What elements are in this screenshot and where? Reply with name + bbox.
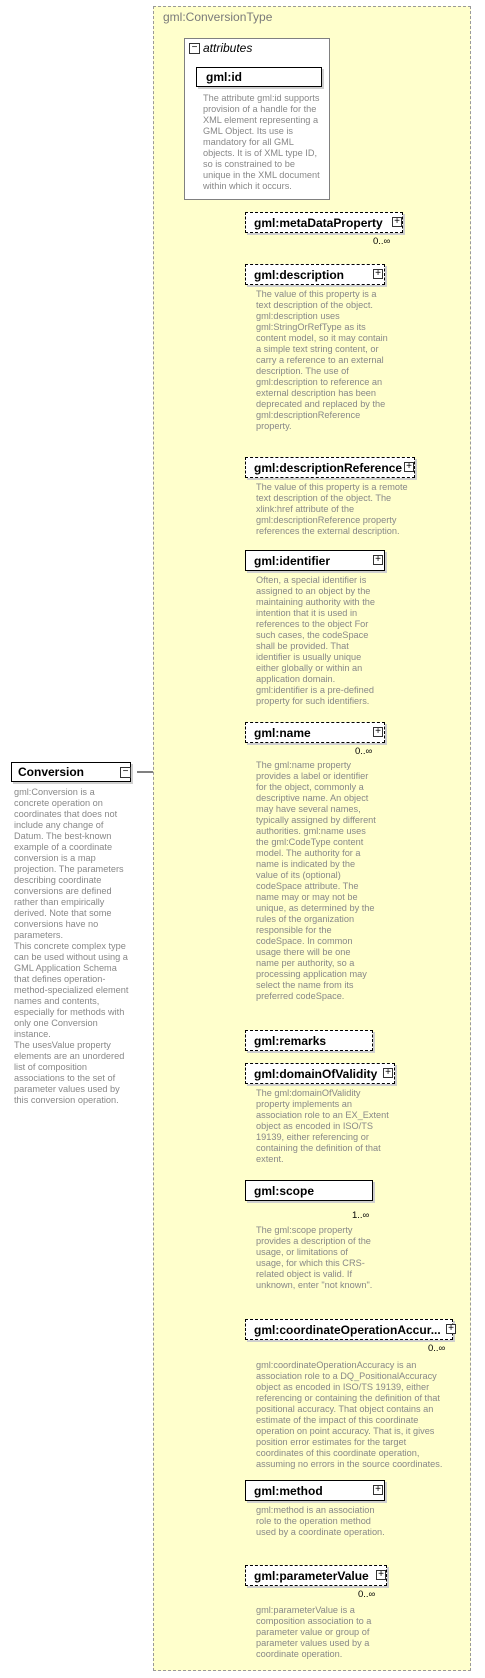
element-name: gml:domainOfValidity	[254, 1067, 378, 1081]
element-description-text: gml:method is an association role to the operation method used by a coordinate operation.	[256, 1505, 385, 1537]
element-name: gml:identifier	[254, 554, 331, 568]
attribute-gml-id-description: The attribute gml:id supports provision of a handle for the XML element representing a GML Object. Its use is mandatory for all GML objects. It is of XML type ID, so is constrained to be unique in the XML document within which it occurs.	[203, 93, 320, 191]
element-description-text: The value of this property is a text description of the object. gml:description uses gml:StringOrRefType as its content model, so it may contain a simple text string content, or carry a reference to an external description. The use of gml:description to reference an external description has been deprecated and replaced by the gml:descriptionReference property.	[256, 289, 388, 431]
element-domainofvalidity[interactable]	[245, 1063, 395, 1084]
element-metadataproperty[interactable]	[245, 212, 403, 233]
element-name: gml:coordinateOperationAccur...	[254, 1323, 441, 1337]
element-name: gml:description	[254, 268, 345, 282]
element-identifier[interactable]	[245, 550, 385, 571]
element-name: gml:parameterValue	[254, 1569, 369, 1583]
element-name: gml:name	[254, 726, 311, 740]
cardinality-label: 0..∞	[428, 1343, 446, 1354]
expand-plus-icon[interactable]: +	[404, 462, 414, 472]
element-description-text: The value of this property is a remote text description of the object. The xlink:href attribute of the gml:descriptionReference property references the external description.	[256, 482, 408, 536]
element-scope[interactable]	[245, 1180, 373, 1201]
root-element-name: Conversion	[18, 765, 85, 779]
expand-plus-icon[interactable]: +	[373, 1485, 383, 1495]
attribute-gml-id-name: gml:id	[206, 70, 242, 84]
expand-plus-icon[interactable]: +	[373, 269, 383, 279]
element-description-text: Often, a special identifier is assigned to an object by the maintaining authority with the intention that it is used in references to the object For such cases, the codeSpace shall be provided. That identifier is usually unique either globally or within an application domain. gml:identifier is a pre-defined property for such identifiers.	[256, 575, 375, 706]
element-description-text: The gml:name property provides a label or identifier for the object, commonly a descriptive name. An object may have several names, typically assigned by different authorities. gml:name uses the gml:CodeType content model. The authority for a name is indicated by the value of its (optional) codeSpace attribute. The name may or may not be unique, as determined by the rules of the organization responsible for the codeSpace. In common usage there will be one name per authority, so a processing application may select the name from its preferred codeSpace.	[256, 760, 376, 1001]
expand-plus-icon[interactable]: +	[373, 555, 383, 565]
cardinality-label: 0..∞	[373, 236, 391, 247]
element-description-text: The gml:domainOfValidity property implements an association role to an EX_Extent object as encoded in ISO/TS 19139, either referencing or containing the definition of that extent.	[256, 1088, 389, 1164]
cardinality-label: 0..∞	[355, 746, 373, 757]
root-element-description: gml:Conversion is a concrete operation on coordinates that does not include any change of Datum. The best-known example of a coordinate conversion is a map projection. The parameters describing coordinate conversions are defined rather than empirically derived. Note that some conversions have no parameters. This concrete complex type can be used without using a GML Application Schema that defines operation-method-specialized element names and contents, especially for methods with only one Conversion instance. The usesValue property elements are an unordered list of composition associations to the set of parameter values used by this conversion operation.	[14, 787, 129, 1105]
element-name: gml:remarks	[254, 1034, 327, 1048]
element-descriptionreference[interactable]	[245, 457, 415, 478]
cardinality-label: 0..∞	[358, 1589, 376, 1600]
element-name: gml:method	[254, 1484, 323, 1498]
element-method[interactable]	[245, 1480, 385, 1501]
element-description-text: gml:parameterValue is a composition association to a parameter value or group of parameter values used by a coordinate operation.	[256, 1605, 372, 1659]
attributes-label: attributes	[203, 41, 253, 55]
element-name: gml:scope	[254, 1184, 315, 1198]
expand-plus-icon[interactable]: +	[392, 217, 402, 227]
expand-plus-icon[interactable]: +	[383, 1068, 393, 1078]
attributes-collapse-toggle[interactable]: −	[189, 43, 200, 54]
expand-plus-icon[interactable]: +	[376, 1570, 386, 1580]
element-description-text: gml:coordinateOperationAccuracy is an association role to a DQ_PositionalAccuracy object as encoded in ISO/TS 19139, either referencing or containing the definition of that positional accuracy. That object contains an estimate of the impact of this coordinate operation on point accuracy. That is, it gives position error estimates for the target coordinates of this coordinate operation, assuming no errors in the source coordinates.	[256, 1360, 443, 1469]
complex-type-label: gml:ConversionType	[163, 10, 273, 24]
root-collapse-toggle[interactable]: −	[120, 767, 131, 778]
element-coordinateoperationaccuracy[interactable]	[245, 1319, 453, 1340]
expand-plus-icon[interactable]: +	[446, 1324, 456, 1334]
element-name: gml:metaDataProperty	[254, 216, 383, 230]
expand-plus-icon[interactable]: +	[373, 727, 383, 737]
element-parametervalue[interactable]	[245, 1565, 387, 1586]
element-name-property[interactable]	[245, 722, 385, 743]
element-name: gml:descriptionReference	[254, 461, 403, 475]
element-remarks[interactable]	[245, 1030, 373, 1051]
element-description-text: The gml:scope property provides a description of the usage, or limitations of usage, for which this CRS-related object is valid. If unknown, enter "not known".	[256, 1225, 373, 1290]
element-description[interactable]	[245, 264, 385, 285]
cardinality-label: 1..∞	[352, 1210, 370, 1221]
